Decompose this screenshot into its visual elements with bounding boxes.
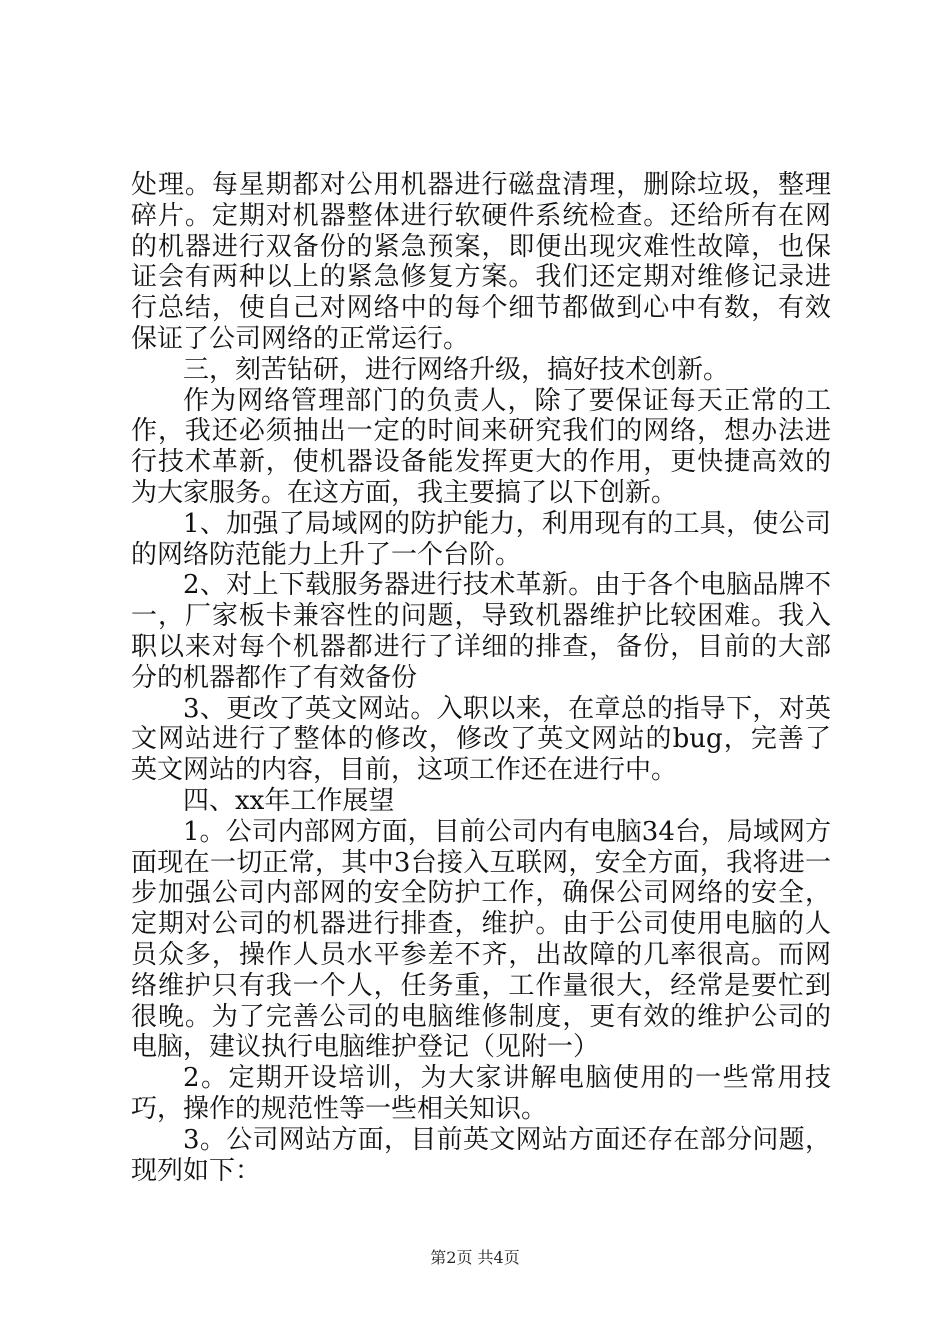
list-item-website-plan: 3。公司网站方面，目前英文网站方面还存在部分问题，现列如下： (131, 1124, 831, 1186)
document-body (131, 170, 831, 1186)
list-item-training-plan: 2。定期开设培训，为大家讲解电脑使用的一些常用技巧，操作的规范性等一些相关知识。 (131, 1063, 831, 1124)
page-number-footer: 第2页 共4页 (430, 1248, 520, 1267)
paragraph-innovation-intro: 作为网络管理部门的负责人，除了要保证每天正常的工作，我还必须抽出一定的时间来研究我们的网络，想办法进行技术革新，使机器设备能发挥更大的作用，更快捷高效的为大家服务。在这方面，我主要搞了以下创新。 (131, 385, 831, 508)
paragraph-maintenance-continued: 处理。每星期都对公用机器进行磁盘清理，删除垃圾，整理碎片。定期对机器整体进行软硬件系统检查。还给所有在网的机器进行双备份的紧急预案，即便出现灾难性故障，也保证会有两种以上的紧急修复方案。我们还定期对维修记录进行总结，使自己对网络中的每个细节都做到心中有数，有效保证了公司网络的正常运行。 (131, 170, 831, 354)
list-item-english-website: 3、更改了英文网站。入职以来，在章总的指导下，对英文网站进行了整体的修改，修改了英文网站的bug，完善了英文网站的内容，目前，这项工作还在进行中。 (131, 693, 831, 786)
section-heading-innovation: 三，刻苦钻研，进行网络升级，搞好技术创新。 (183, 354, 730, 385)
list-item-download-server: 2、对上下载服务器进行技术革新。由于各个电脑品牌不一，厂家板卡兼容性的问题，导致机器维护比较困难。我入职以来对每个机器都进行了详细的排查，备份，目前的大部分的机器都作了有效备份 (131, 570, 831, 693)
list-item-lan-protection: 1、加强了局域网的防护能力，利用现有的工具，使公司的网络防范能力上升了一个台阶。 (131, 508, 831, 570)
section-heading-outlook: 四、xx年工作展望 (183, 785, 395, 816)
list-item-intranet-plan: 1。公司内部网方面，目前公司内有电脑34台，局域网方面现在一切正常，其中3台接入互联网，安全方面，我将进一步加强公司内部网的安全防护工作，确保公司网络的安全，定期对公司的机器进行排查，维护。由于公司使用电脑的人员众多，操作人员水平参差不齐，出故障的几率很高。而网络维护只有我一个人，任务重，工作量很大，经常是要忙到很晚。为了完善公司的电脑维修制度，更有效的维护公司的电脑，建议执行电脑维护登记（见附一） (131, 816, 831, 1063)
